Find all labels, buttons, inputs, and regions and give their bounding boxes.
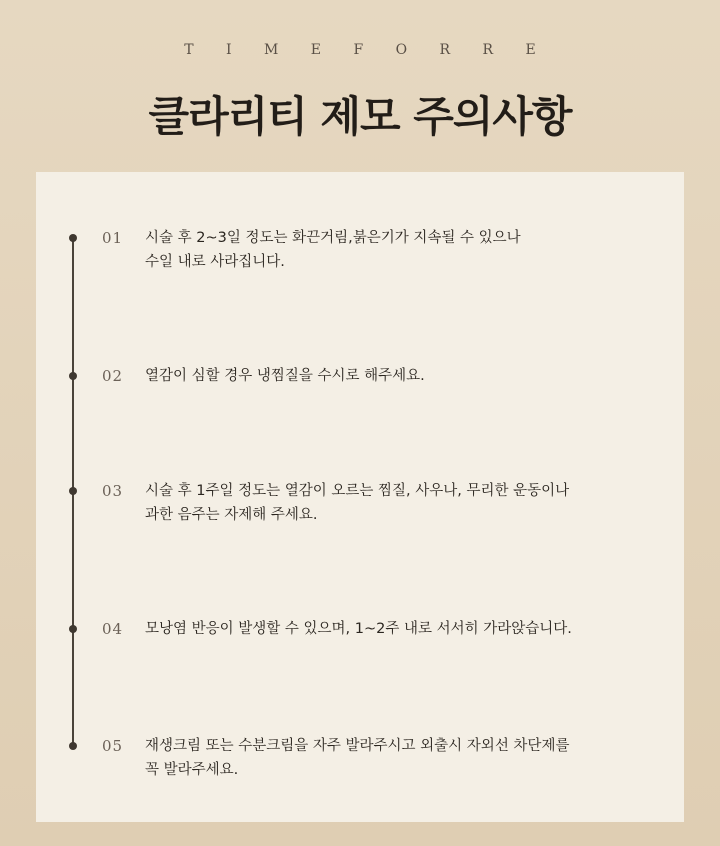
item-text-line: 시술 후 1주일 정도는 열감이 오르는 찜질, 사우나, 무리한 운동이나 bbox=[145, 483, 570, 499]
item-text bbox=[145, 617, 665, 641]
item-text-line: 과한 음주는 자제해 주세요. bbox=[145, 507, 318, 523]
item-text-line: 수일 내로 사라집니다. bbox=[145, 254, 285, 270]
page-title: 클라리티 제모 주의사항 bbox=[148, 92, 572, 141]
brand-name: T I M E F O R R E bbox=[184, 42, 550, 58]
item-number: 05 bbox=[102, 737, 124, 755]
item-text bbox=[145, 479, 665, 527]
timeline-dot bbox=[69, 625, 77, 633]
item-text-line: 열감이 심할 경우 냉찜질을 수시로 해주세요. bbox=[145, 368, 425, 384]
item-number: 01 bbox=[102, 229, 124, 247]
item-number: 03 bbox=[102, 482, 124, 500]
item-number: 04 bbox=[102, 620, 124, 638]
item-text-line: 꼭 발라주세요. bbox=[145, 762, 239, 778]
item-text-line: 시술 후 2~3일 정도는 화끈거림,붉은기가 지속될 수 있으나 bbox=[145, 230, 521, 246]
timeline-dot bbox=[69, 372, 77, 380]
timeline-dot bbox=[69, 487, 77, 495]
item-text bbox=[145, 734, 665, 782]
item-text-line: 모낭염 반응이 발생할 수 있으며, 1~2주 내로 서서히 가라앉습니다. bbox=[145, 621, 572, 637]
item-text-line: 재생크림 또는 수분크림을 자주 발라주시고 외출시 자외선 차단제를 bbox=[145, 738, 570, 754]
item-text bbox=[145, 364, 665, 388]
item-text bbox=[145, 226, 665, 274]
precautions-card bbox=[36, 172, 684, 822]
timeline-dot bbox=[69, 742, 77, 750]
timeline-dot bbox=[69, 234, 77, 242]
item-number: 02 bbox=[102, 367, 124, 385]
